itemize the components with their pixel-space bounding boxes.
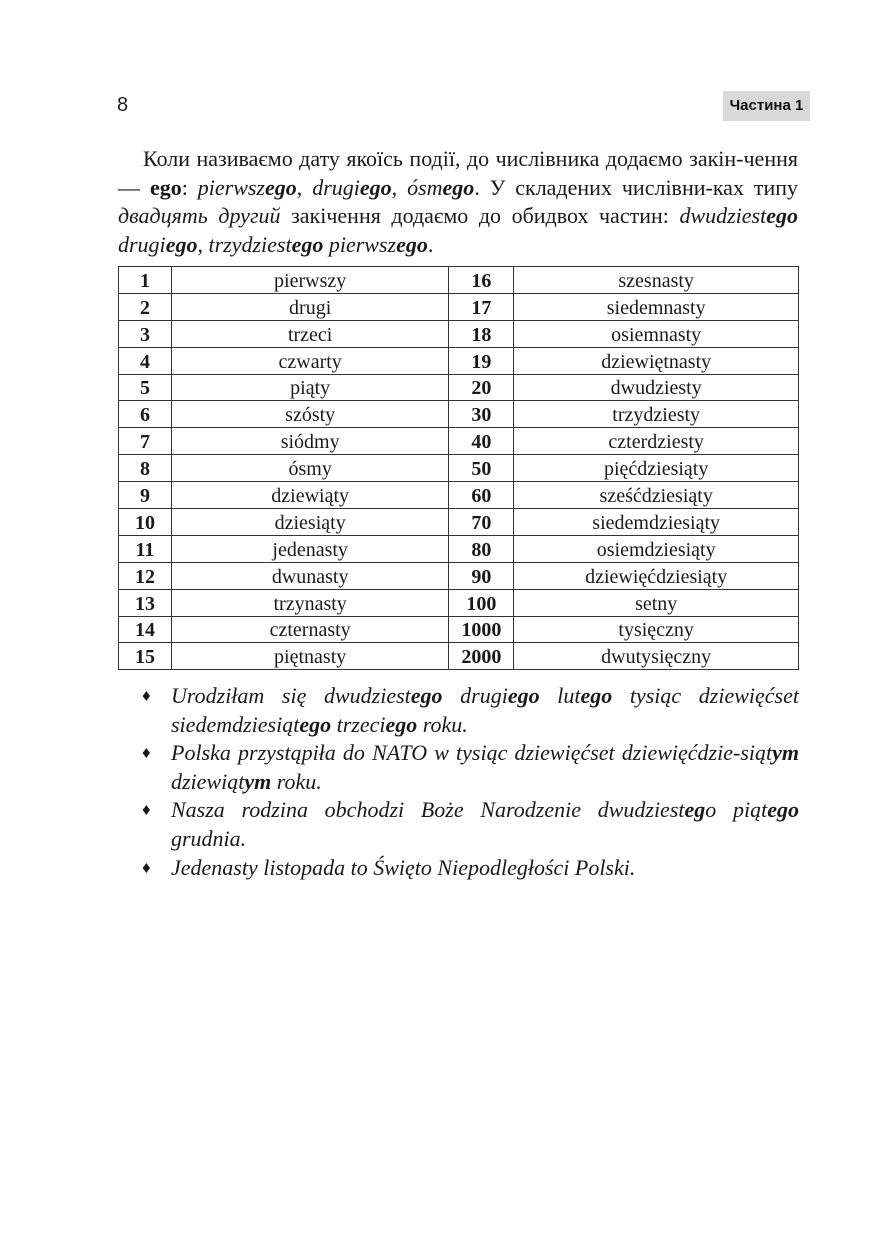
sentence-text: roku. (417, 711, 468, 737)
example-ending: ego (396, 231, 428, 257)
table-row (119, 267, 799, 294)
intro-text: , (197, 231, 209, 257)
word-cell: czternasty (171, 616, 449, 643)
example-ending: ego (766, 203, 798, 229)
sentence-text: drugi (442, 683, 508, 708)
table-row (119, 589, 799, 616)
intro-example-ukrainian: двадцять другий (118, 203, 281, 229)
example-stem: drugi (312, 174, 360, 200)
intro-ending: ego (149, 174, 182, 200)
example-ending: ego (291, 231, 324, 257)
number-cell: 30 (449, 401, 514, 428)
sentence-text: roku. (271, 768, 322, 794)
sentence-ending: ym (772, 740, 799, 766)
number-cell: 13 (119, 589, 172, 616)
sentence-text: Polska przystąpiła do NATO w tysiąc dziewięćset dziewięćdzie-siąt (171, 740, 773, 766)
example-sentences-list (142, 682, 799, 882)
intro-example (208, 232, 427, 257)
number-cell: 70 (449, 509, 514, 536)
word-cell: pięćdziesiąty (514, 455, 799, 482)
table-row (119, 293, 799, 320)
word-cell: piętnasty (171, 643, 449, 670)
intro-text: Коли називаємо дату якоїсь події, до числівника додаємо закін-чення — (118, 146, 798, 200)
word-cell: piąty (171, 374, 449, 401)
number-cell: 4 (119, 347, 172, 374)
table-row (119, 455, 799, 482)
example-ending: ego (165, 231, 198, 257)
sentence-ending: ego (385, 711, 418, 737)
number-cell: 10 (119, 509, 172, 536)
sentence-text: trzeci (331, 711, 386, 737)
word-cell: szesnasty (514, 267, 799, 294)
sentence-text: lut (539, 683, 581, 708)
sentence-ending: ego (299, 711, 332, 737)
sentence-text: Nasza rodzina obchodzi Boże Narodzenie dwudziest (171, 797, 685, 823)
table-row (119, 509, 799, 536)
word-cell: czterdziesty (514, 428, 799, 455)
table-row (119, 562, 799, 589)
number-cell: 9 (119, 482, 172, 509)
word-cell: setny (514, 589, 799, 616)
diamond-bullet-icon: ♦ (142, 743, 151, 763)
example-ending: ego (442, 174, 475, 200)
number-cell: 16 (449, 267, 514, 294)
table-row (119, 401, 799, 428)
example-sentence (142, 739, 799, 796)
sentence-text: dziewiąt (171, 768, 245, 794)
table-row (119, 374, 799, 401)
word-cell: dziewiętnasty (514, 347, 799, 374)
word-cell: dziewiąty (171, 482, 449, 509)
intro-example (312, 175, 391, 200)
table-body (119, 267, 799, 670)
number-cell: 80 (449, 535, 514, 562)
intro-text: . У складених числівни-ках типу (474, 174, 799, 200)
number-cell: 17 (449, 293, 514, 320)
example-stem: dwudziest (679, 203, 767, 229)
table-row (119, 320, 799, 347)
example-stem: drugi (118, 231, 166, 257)
number-cell: 19 (449, 347, 514, 374)
sentence-ending: ego (580, 683, 613, 708)
intro-text: . (427, 231, 434, 257)
word-cell: jedenasty (171, 535, 449, 562)
table-row (119, 616, 799, 643)
sentence-text: tysiąc dziewięćset siedemdziesiąt (171, 683, 799, 737)
sentence-text: o piąt (705, 797, 768, 823)
number-cell: 1000 (449, 616, 514, 643)
intro-text: закічення додаємо до обидвох частин: (280, 203, 680, 229)
ordinal-numerals-table (118, 266, 799, 670)
number-cell: 12 (119, 562, 172, 589)
sentence-ending: ego (767, 797, 799, 823)
word-cell: trzynasty (171, 589, 449, 616)
example-stem: pierwsz (328, 231, 397, 257)
page-number: 8 (117, 94, 129, 116)
word-cell: dziesiąty (171, 509, 449, 536)
diamond-bullet-icon: ♦ (142, 686, 151, 705)
word-cell: dwunasty (171, 562, 449, 589)
word-cell: ósmy (171, 455, 449, 482)
word-cell: pierwszy (171, 267, 449, 294)
word-cell: osiemdziesiąty (514, 535, 799, 562)
number-cell: 50 (449, 455, 514, 482)
number-cell: 11 (119, 535, 172, 562)
sentence-ending: ym (244, 768, 272, 794)
word-cell: dwudziesty (514, 374, 799, 401)
intro-example (198, 175, 297, 200)
diamond-bullet-icon: ♦ (142, 800, 151, 820)
word-cell: dziewięćdziesiąty (514, 562, 799, 589)
intro-paragraph (118, 145, 798, 259)
example-stem: trzydziest (208, 231, 292, 257)
sentence-text: Urodziłam się dwudziest (171, 683, 411, 708)
example-sentence (142, 796, 799, 853)
part-label-badge: Частина 1 (723, 91, 810, 121)
sentence-ending: ego (410, 683, 443, 708)
word-cell: siedemdziesiąty (514, 509, 799, 536)
example-ending: ego (359, 174, 392, 200)
number-cell: 2 (119, 293, 172, 320)
word-cell: dwutysięczny (514, 643, 799, 670)
example-stem: pierwsz (197, 174, 265, 200)
number-cell: 3 (119, 320, 172, 347)
number-cell: 8 (119, 455, 172, 482)
example-ending: ego (265, 174, 297, 200)
number-cell: 90 (449, 562, 514, 589)
word-cell: siedemnasty (514, 293, 799, 320)
number-cell: 100 (449, 589, 514, 616)
diamond-bullet-icon: ♦ (142, 857, 151, 877)
number-cell: 6 (119, 401, 172, 428)
table-row (119, 347, 799, 374)
word-cell: czwarty (171, 347, 449, 374)
number-cell: 40 (449, 428, 514, 455)
word-cell: trzydziesty (514, 401, 799, 428)
sentence-text: grudnia. (171, 825, 247, 851)
number-cell: 2000 (449, 643, 514, 670)
intro-text: , (296, 174, 313, 200)
table-row (119, 643, 799, 670)
number-cell: 5 (119, 374, 172, 401)
number-cell: 1 (119, 267, 172, 294)
sentence-ending: ego (507, 683, 540, 708)
example-stem: ósm (407, 174, 443, 200)
table-row (119, 428, 799, 455)
word-cell: trzeci (171, 320, 449, 347)
word-cell: drugi (171, 293, 449, 320)
example-sentence (142, 682, 799, 739)
word-cell: siódmy (171, 428, 449, 455)
word-cell: szósty (171, 401, 449, 428)
number-cell: 14 (119, 616, 172, 643)
table-row (119, 482, 799, 509)
number-cell: 60 (449, 482, 514, 509)
table-row (119, 535, 799, 562)
number-cell: 7 (119, 428, 172, 455)
word-cell: osiemnasty (514, 320, 799, 347)
word-cell: tysięczny (514, 616, 799, 643)
word-cell: sześćdziesiąty (514, 482, 799, 509)
intro-text: , (391, 174, 408, 200)
intro-example (407, 175, 474, 200)
sentence-ending: eg (684, 797, 706, 823)
number-cell: 18 (449, 320, 514, 347)
number-cell: 15 (119, 643, 172, 670)
number-cell: 20 (449, 374, 514, 401)
example-sentence (142, 854, 799, 883)
sentence-text: Jedenasty listopada to Święto Niepodległości Polski. (171, 854, 636, 880)
intro-text: : (181, 174, 198, 200)
